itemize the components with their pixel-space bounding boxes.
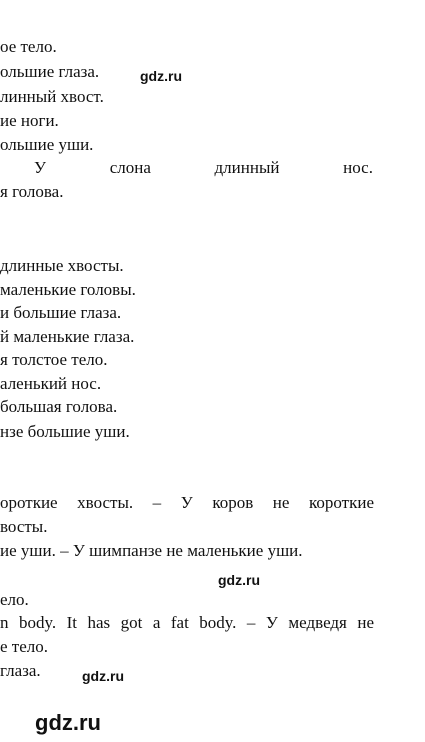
justified-line: [0, 158, 373, 178]
text-line: я голова.: [0, 182, 64, 201]
word: слона: [109, 158, 151, 177]
text-line: глаза.: [0, 661, 41, 680]
text-line: и большие глаза.: [0, 303, 122, 322]
text-line: восты.: [0, 517, 48, 536]
text-line: большая голова.: [0, 397, 118, 416]
text-line: ие уши. – У шимпанзе не маленькие уши.: [0, 541, 303, 560]
text-line: е тело.: [0, 637, 49, 656]
text-line: аленький нос.: [0, 374, 102, 393]
text-line: я толстое тело.: [0, 350, 108, 369]
watermark: gdz.ru: [82, 668, 124, 684]
text-line: ое тело.: [0, 37, 57, 56]
text-line: n body. It has got a fat body. – У медведя не: [0, 613, 374, 632]
text-line: й маленькие глаза.: [0, 327, 135, 346]
text-line: линный хвост.: [0, 87, 104, 106]
text-line: ольшие глаза.: [0, 62, 100, 81]
text-line: ие ноги.: [0, 111, 59, 130]
text-line: нзе большие уши.: [0, 422, 130, 441]
word: длинный: [214, 158, 280, 177]
text-line: ороткие хвосты. – У коров не короткие: [0, 493, 374, 512]
watermark: gdz.ru: [35, 710, 101, 735]
text-line: длинные хвосты.: [0, 256, 124, 275]
text-line: ольшие уши.: [0, 135, 94, 154]
text-line: маленькие головы.: [0, 280, 136, 299]
word: нос.: [343, 158, 373, 177]
watermark: gdz.ru: [218, 572, 260, 588]
watermark: gdz.ru: [140, 68, 182, 84]
word: У: [34, 158, 47, 177]
text-line: ело.: [0, 590, 29, 609]
